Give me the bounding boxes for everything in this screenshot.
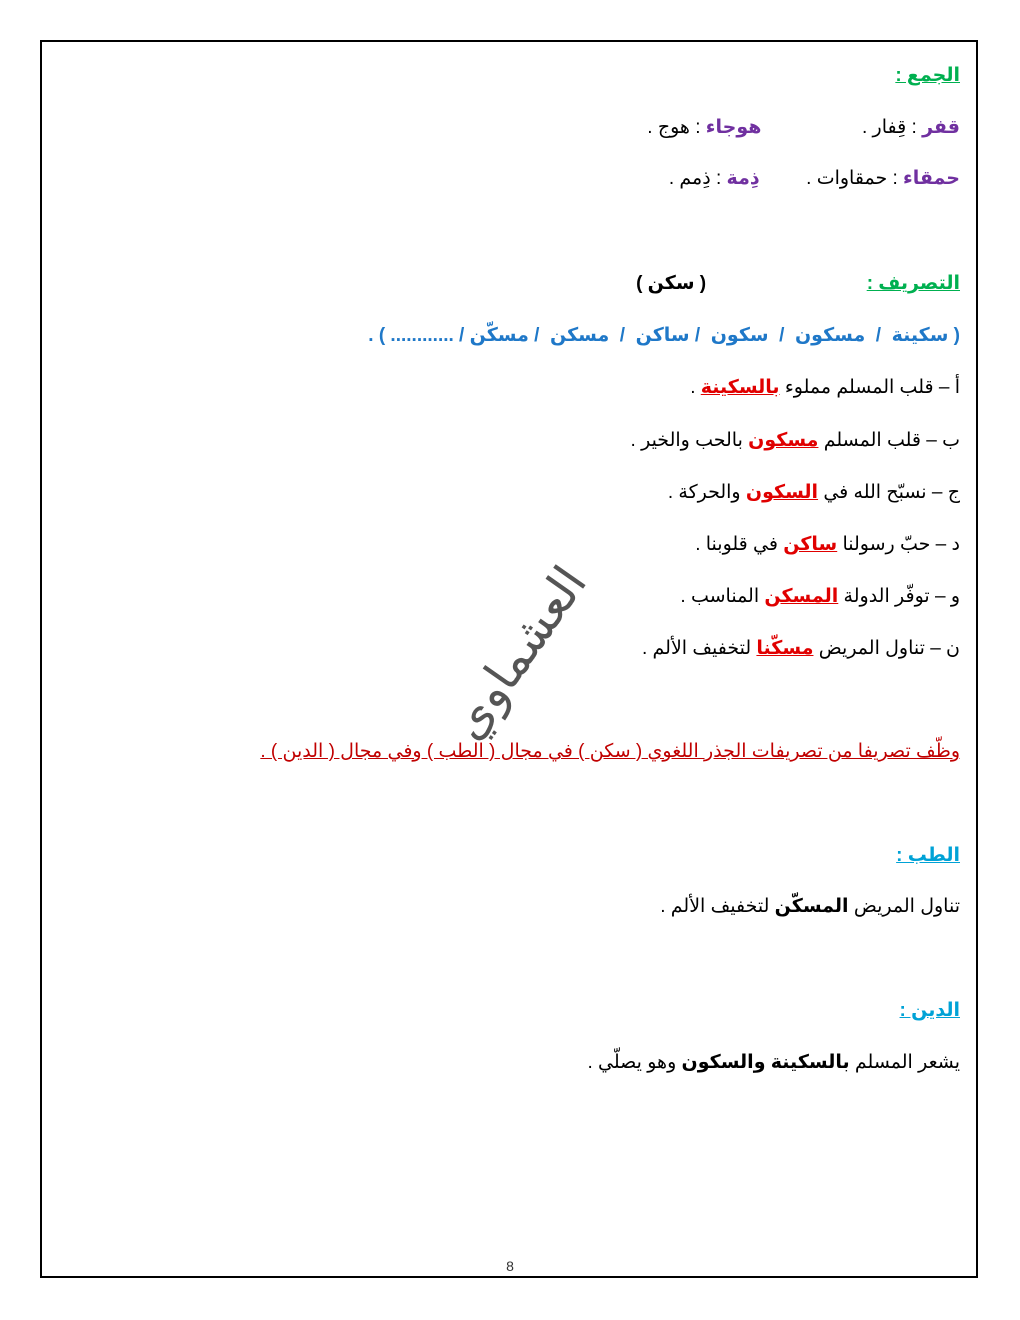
conjugation-heading: التصريف : [866, 273, 960, 294]
sentence-text: ج – نسبّح الله في [818, 482, 960, 503]
sentence-text: والحركة . [667, 482, 746, 503]
plural-heading [895, 62, 960, 90]
plural-row-2 [669, 165, 960, 193]
sentence-text: في قلوبنا . [695, 534, 784, 555]
medicine-heading-row [896, 842, 960, 870]
plural-word: ذِمة [726, 168, 760, 189]
sentence-text: بالحب والخير . [630, 430, 749, 451]
plural-word: هوجاء [705, 117, 762, 138]
plural-result: : ذِمم . [668, 168, 722, 189]
plural-result: : قِفار . [862, 117, 917, 138]
sentence-1 [690, 374, 960, 402]
highlighted-word: ساكن [783, 534, 838, 555]
page-number: 8 [506, 1258, 514, 1274]
task-line [260, 738, 960, 766]
sentence-text: و – توفّر الدولة [838, 586, 960, 607]
sentence-text: . [690, 377, 701, 398]
sentence-text: لتخفيف الألم . [660, 896, 775, 917]
task-text: وظّف تصريفا من تصريفات الجذر اللغوي ( سكن ) في مجال ( الطب ) وفي مجال ( الدين ) . [260, 741, 960, 762]
plural-result: : هوج . [647, 117, 701, 138]
religion-heading: الدين : [899, 1000, 960, 1021]
sentence-2 [631, 427, 960, 455]
sentence-3 [668, 479, 960, 507]
plural-word: حمقاء [903, 168, 960, 189]
bold-word: المسكّن [774, 896, 849, 917]
conjugation-forms-text: ( سكينة / مسكون / سكون / ساكن / مسكن / مسكّن / ............ ) . [368, 325, 960, 346]
conjugation-forms [368, 322, 960, 350]
highlighted-word: بالسكينة [700, 377, 780, 398]
sentence-text: يشعر المسلم [849, 1052, 960, 1073]
highlighted-word: السكون [745, 482, 819, 503]
sentence-5 [680, 583, 960, 611]
highlighted-word: مسكون [748, 430, 819, 451]
sentence-text: ب – قلب المسلم [818, 430, 960, 451]
plural-word: قفر [922, 117, 960, 138]
highlighted-word: المسكن [764, 586, 839, 607]
religion-heading-row [900, 997, 960, 1025]
medicine-sentence [660, 893, 960, 921]
conjugation-heading-row [636, 270, 960, 298]
plural-heading-text: الجمع : [895, 65, 960, 86]
conjugation-root: ( سكن ) [636, 273, 707, 294]
sentence-text: المناسب . [680, 586, 765, 607]
plural-result: : حمقاوات . [806, 168, 898, 189]
watermark: العشماوي [439, 556, 598, 750]
bold-word: بالسكينة والسكون [681, 1052, 850, 1073]
sentence-4 [695, 531, 960, 559]
sentence-text: ن – تناول المريض [813, 638, 960, 659]
sentence-text: تناول المريض [848, 896, 960, 917]
medicine-heading: الطب : [896, 845, 960, 866]
sentence-text: وهو يصلّي . [587, 1052, 682, 1073]
sentence-text: لتخفيف الألم . [641, 638, 757, 659]
sentence-text: د – حبّ رسولنا [837, 534, 960, 555]
sentence-6 [642, 635, 960, 663]
plural-row-1 [647, 114, 960, 142]
highlighted-word: مسكّنا [756, 638, 814, 659]
sentence-text: أ – قلب المسلم مملوء [779, 377, 960, 398]
religion-sentence [588, 1049, 961, 1077]
